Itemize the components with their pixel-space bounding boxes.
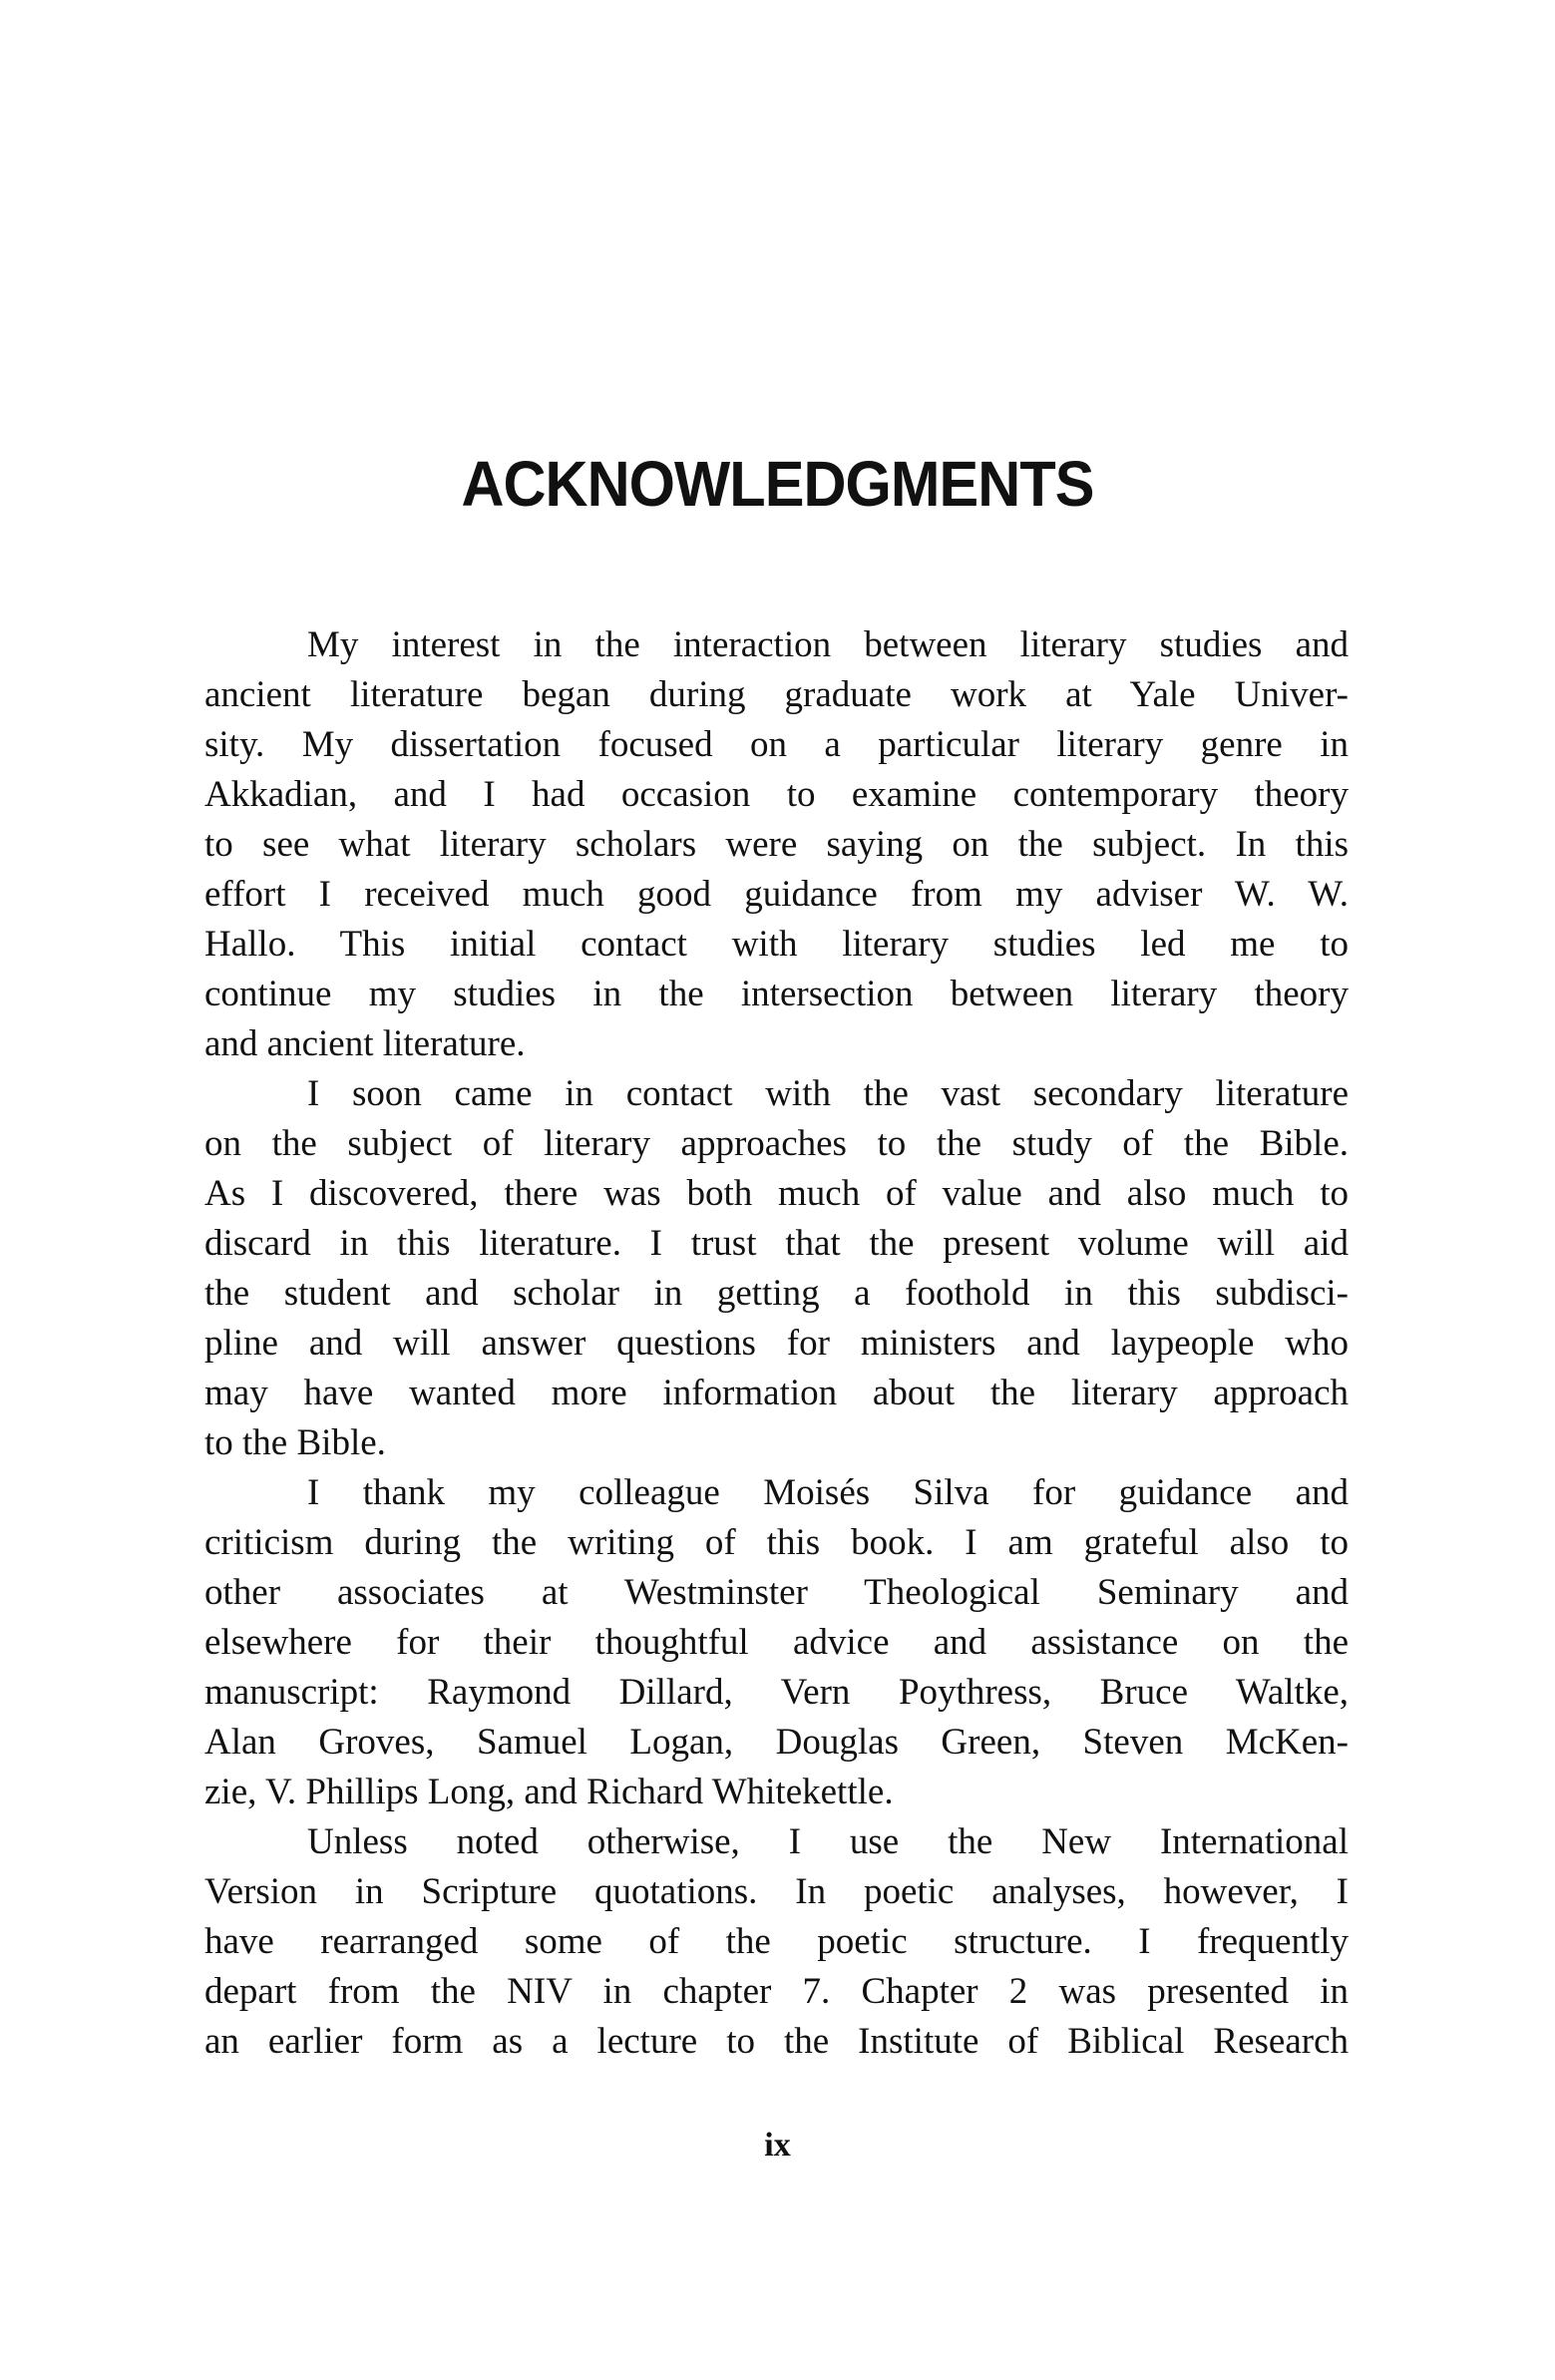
page-title: ACKNOWLEDGMENTS [461, 448, 1094, 520]
text-line: effort I received much good guidance from my adviser W. W. [204, 874, 1349, 915]
text-line: discard in this literature. I trust that the present volume will aid [204, 1223, 1349, 1264]
text-line: may have wanted more information about the literary approach [204, 1373, 1349, 1413]
text-line: I soon came in contact with the vast secondary literature [307, 1073, 1349, 1114]
text-line: to see what literary scholars were saying on the subject. In this [204, 824, 1349, 865]
text-line: As I discovered, there was both much of value and also much to [204, 1173, 1349, 1214]
text-line: My interest in the interaction between literary studies and [307, 624, 1349, 665]
text-line: sity. My dissertation focused on a particular literary genre in [204, 724, 1349, 765]
text-line: pline and will answer questions for ministers and laypeople who [204, 1323, 1349, 1364]
text-line: manuscript: Raymond Dillard, Vern Poythress, Bruce Waltke, [204, 1672, 1349, 1713]
body-text [204, 620, 1349, 2067]
text-line: Hallo. This initial contact with literary studies led me to [204, 924, 1349, 965]
text-line: have rearranged some of the poetic structure. I frequently [204, 1921, 1349, 1962]
text-line: zie, V. Phillips Long, and Richard Whitekettle. [204, 1772, 894, 1812]
page-number: ix [764, 2127, 791, 2164]
text-line: and ancient literature. [204, 1023, 526, 1064]
text-line: Akkadian, and I had occasion to examine contemporary theory [204, 774, 1349, 815]
text-line: an earlier form as a lecture to the Institute of Biblical Research [204, 2021, 1349, 2062]
text-line: Version in Scripture quotations. In poetic analyses, however, I [204, 1871, 1349, 1912]
text-line: Alan Groves, Samuel Logan, Douglas Green, Steven McKen- [204, 1722, 1349, 1763]
text-line: the student and scholar in getting a foothold in this subdisci- [204, 1273, 1349, 1314]
text-line: depart from the NIV in chapter 7. Chapter 2 was presented in [204, 1971, 1349, 2012]
text-line: to the Bible. [204, 1422, 386, 1463]
text-line: I thank my colleague Moisés Silva for guidance and [307, 1472, 1349, 1513]
text-line: on the subject of literary approaches to the study of the Bible. [204, 1123, 1349, 1164]
text-line: continue my studies in the intersection between literary theory [204, 974, 1349, 1014]
text-line: other associates at Westminster Theological Seminary and [204, 1572, 1349, 1613]
text-line: ancient literature began during graduate work at Yale Univer- [204, 674, 1349, 715]
text-line: elsewhere for their thoughtful advice and assistance on the [204, 1622, 1349, 1663]
text-line: Unless noted otherwise, I use the New International [307, 1821, 1349, 1862]
text-line: criticism during the writing of this book. I am grateful also to [204, 1522, 1349, 1563]
